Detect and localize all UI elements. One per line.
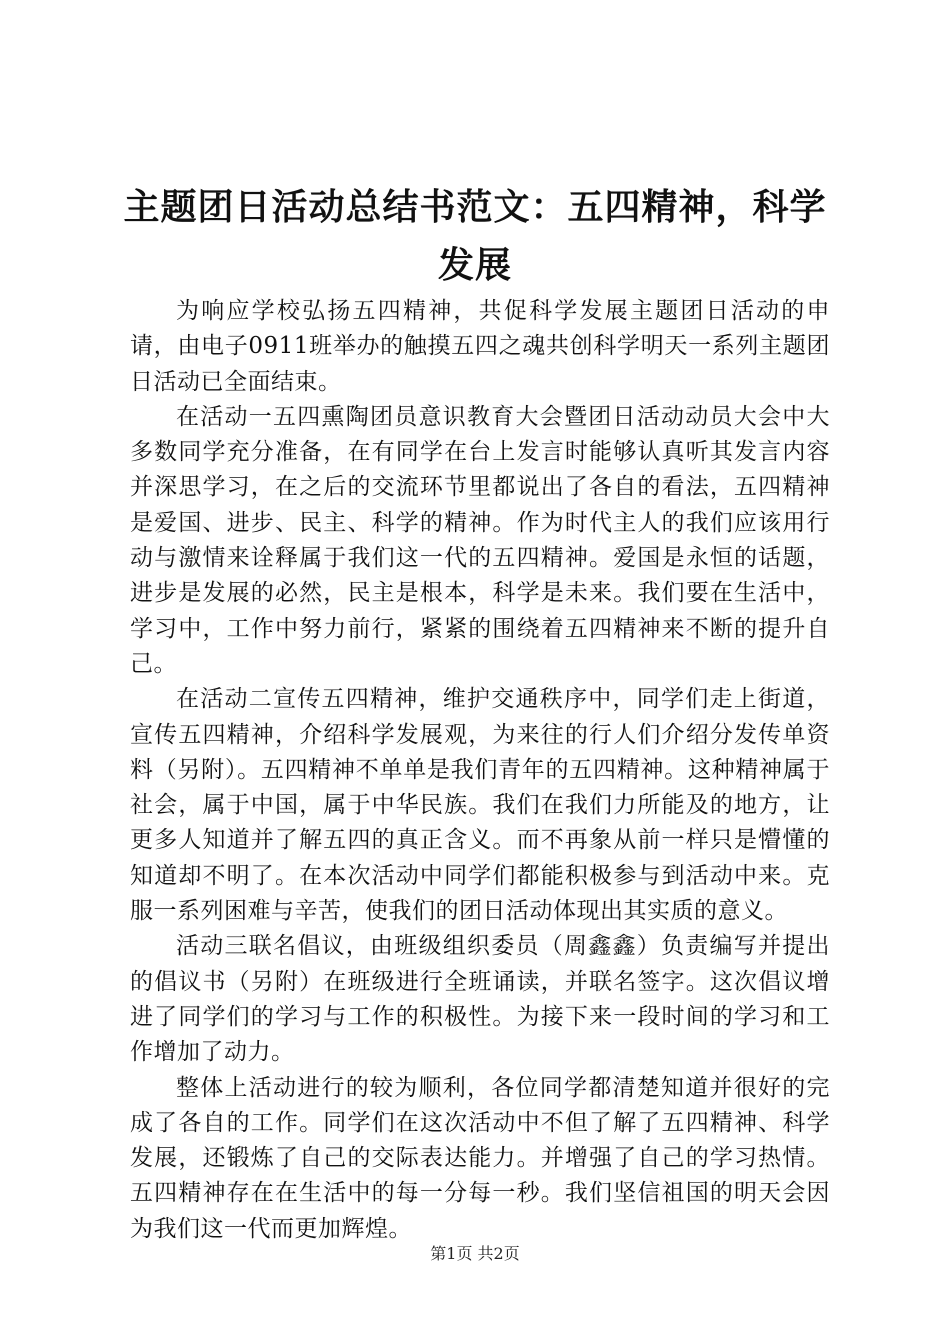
body-paragraph: 为响应学校弘扬五四精神，共促科学发展主题团日活动的申请，由电子0911班举办的触摸五四之魂共创科学明天一系列主题团日活动已全面结束。 — [130, 298, 830, 395]
page-indicator: 第1页 共2页 — [430, 1244, 520, 1263]
page-footer — [0, 1243, 950, 1265]
body-paragraph: 在活动二宣传五四精神，维护交通秩序中，同学们走上街道，宣传五四精神，介绍科学发展观，为来往的行人们介绍分发传单资料（另附）。五四精神不单单是我们青年的五四精神。这种精神属于社会，属于中国，属于中华民族。我们在我们力所能及的地方，让更多人知道并了解五四的真正含义。而不再象从前一样只是懵懂的知道却不明了。在本次活动中同学们都能积极参与到活动中来。克服一系列困难与辛苦，使我们的团日活动体现出其实质的意义。 — [130, 686, 830, 925]
body-paragraph: 在活动一五四熏陶团员意识教育大会暨团日活动动员大会中大多数同学充分准备，在有同学在台上发言时能够认真听其发言内容并深思学习，在之后的交流环节里都说出了各自的看法，五四精神是爱国、进步、民主、科学的精神。作为时代主人的我们应该用行动与激情来诠释属于我们这一代的五四精神。爱国是永恒的话题，进步是发展的必然，民主是根本，科学是未来。我们要在生活中，学习中，工作中努力前行，紧紧的围绕着五四精神来不断的提升自己。 — [130, 403, 830, 677]
document-title: 主题团日活动总结书范文：五四精神，科学发展 — [123, 186, 827, 286]
document-body — [130, 294, 830, 1247]
body-paragraph: 活动三联名倡议，由班级组织委员（周鑫鑫）负责编写并提出的倡议书（另附）在班级进行全班诵读，并联名签字。这次倡议增进了同学们的学习与工作的积极性。为接下来一段时间的学习和工作增加了动力。 — [130, 933, 830, 1066]
body-paragraph: 整体上活动进行的较为顺利，各位同学都清楚知道并很好的完成了各自的工作。同学们在这次活动中不但了解了五四精神、科学发展，还锻炼了自己的交际表达能力。并增强了自己的学习热情。五四精神存在在生活中的每一分每一秒。我们坚信祖国的明天会因为我们这一代而更加辉煌。 — [130, 1074, 830, 1242]
